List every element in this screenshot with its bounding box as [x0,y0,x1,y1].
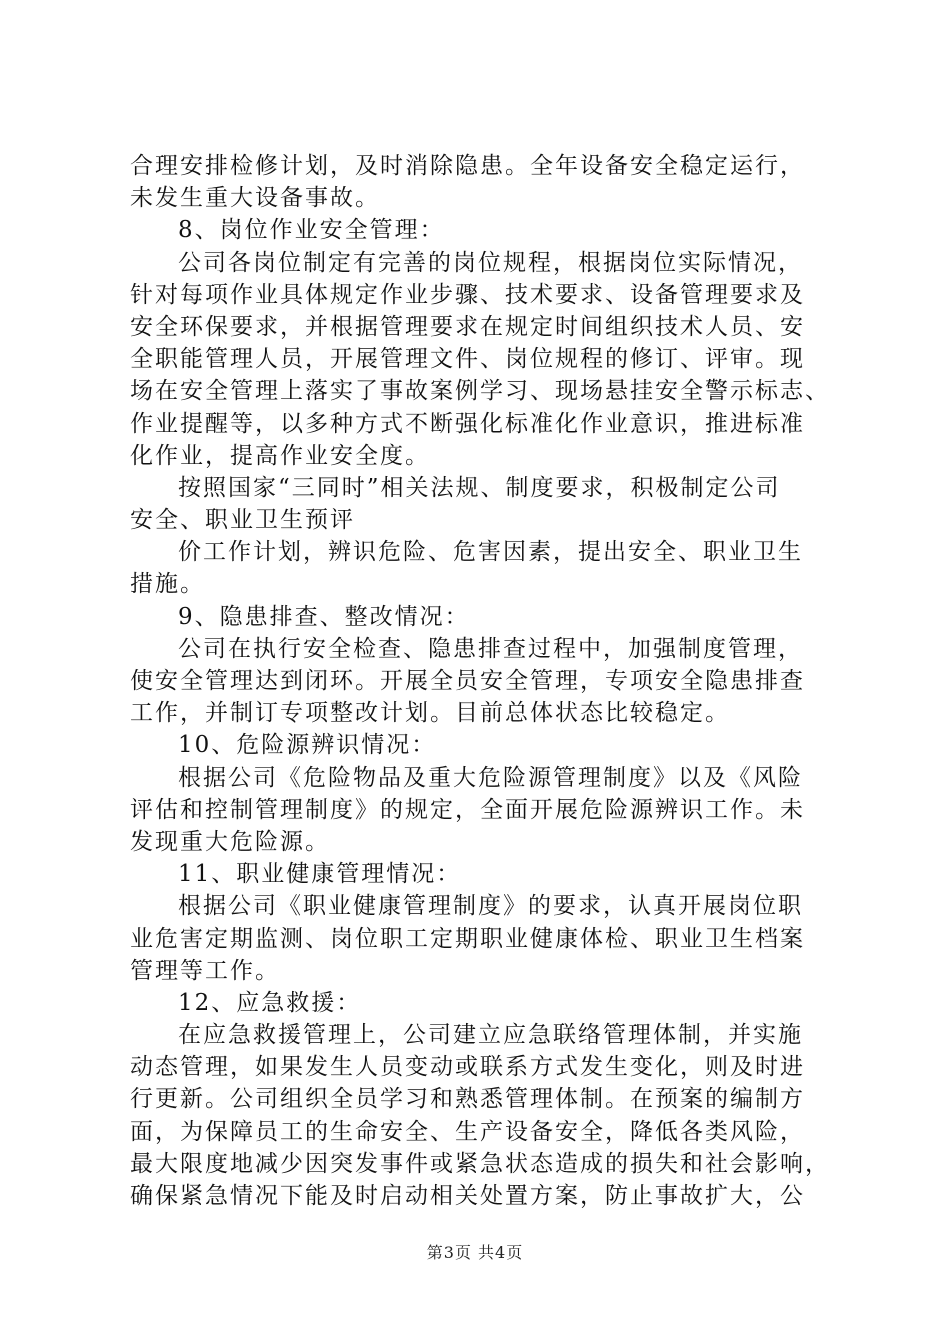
text-line: 根据公司《职业健康管理制度》的要求，认真开展岗位职 [178,893,803,920]
text-line: 确保紧急情况下能及时启动相关处置方案，防止事故扩大，公 [130,1183,805,1209]
text-line: 公司在执行安全检查、隐患排查过程中，加强制度管理， [178,635,803,662]
text-line: 在应急救援管理上，公司建立应急联络管理体制，并实施 [178,1022,803,1049]
text-line: 行更新。公司组织全员学习和熟悉管理体制。在预案的编制方 [130,1086,805,1113]
text-line: 措施。 [130,571,205,598]
text-line: 8、岗位作业安全管理： [178,217,445,244]
text-line: 业危害定期监测、岗位职工定期职业健康体检、职业卫生档案 [130,925,805,952]
text-line: 根据公司《危险物品及重大危险源管理制度》以及《风险 [178,764,803,791]
text-line: 化作业，提高作业安全度。 [130,442,430,469]
text-line: 场在安全管理上落实了事故案例学习、现场悬挂安全警示标志、 [130,378,830,405]
text-line: 评估和控制管理制度》的规定，全面开展危险源辨识工作。未 [130,796,805,823]
text-line: 最大限度地减少因突发事件或紧急状态造成的损失和社会影响， [130,1150,830,1177]
text-line: 面，为保障员工的生命安全、生产设备安全，降低各类风险， [130,1118,805,1145]
text-line: 按照国家“三同时”相关法规、制度要求，积极制定公司 [178,474,781,501]
text-line: 作业提醒等，以多种方式不断强化标准化作业意识，推进标准 [130,410,805,437]
text-line: 全职能管理人员，开展管理文件、岗位规程的修订、评审。现 [130,346,805,373]
text-line: 安全环保要求，并根据管理要求在规定时间组织技术人员、安 [130,313,805,340]
text-line: 9、隐患排查、整改情况： [178,603,470,630]
text-line: 公司各岗位制定有完善的岗位规程，根据岗位实际情况， [178,249,803,276]
text-line: 动态管理，如果发生人员变动或联系方式发生变化，则及时进 [130,1054,805,1081]
text-line: 发现重大危险源。 [130,828,330,855]
document-body [130,150,835,1212]
text-line: 价工作计划，辨识危险、危害因素，提出安全、职业卫生 [178,539,803,566]
text-line: 针对每项作业具体规定作业步骤、技术要求、设备管理要求及 [130,281,805,308]
page-footer: 第3页 共4页 [426,1243,524,1262]
text-line: 未发生重大设备事故。 [130,185,380,212]
text-line: 管理等工作。 [130,957,280,984]
text-line: 合理安排检修计划，及时消除隐患。全年设备安全稳定运行， [130,153,805,179]
text-line: 工作，并制订专项整改计划。目前总体状态比较稳定。 [130,700,730,727]
text-line: 10、危险源辨识情况： [178,732,437,759]
text-line: 11、职业健康管理情况： [178,861,462,888]
text-line: 使安全管理达到闭环。开展全员安全管理，专项安全隐患排查 [130,668,805,694]
text-line: 12、应急救援： [178,989,362,1016]
text-line: 安全、职业卫生预评 [130,507,355,534]
